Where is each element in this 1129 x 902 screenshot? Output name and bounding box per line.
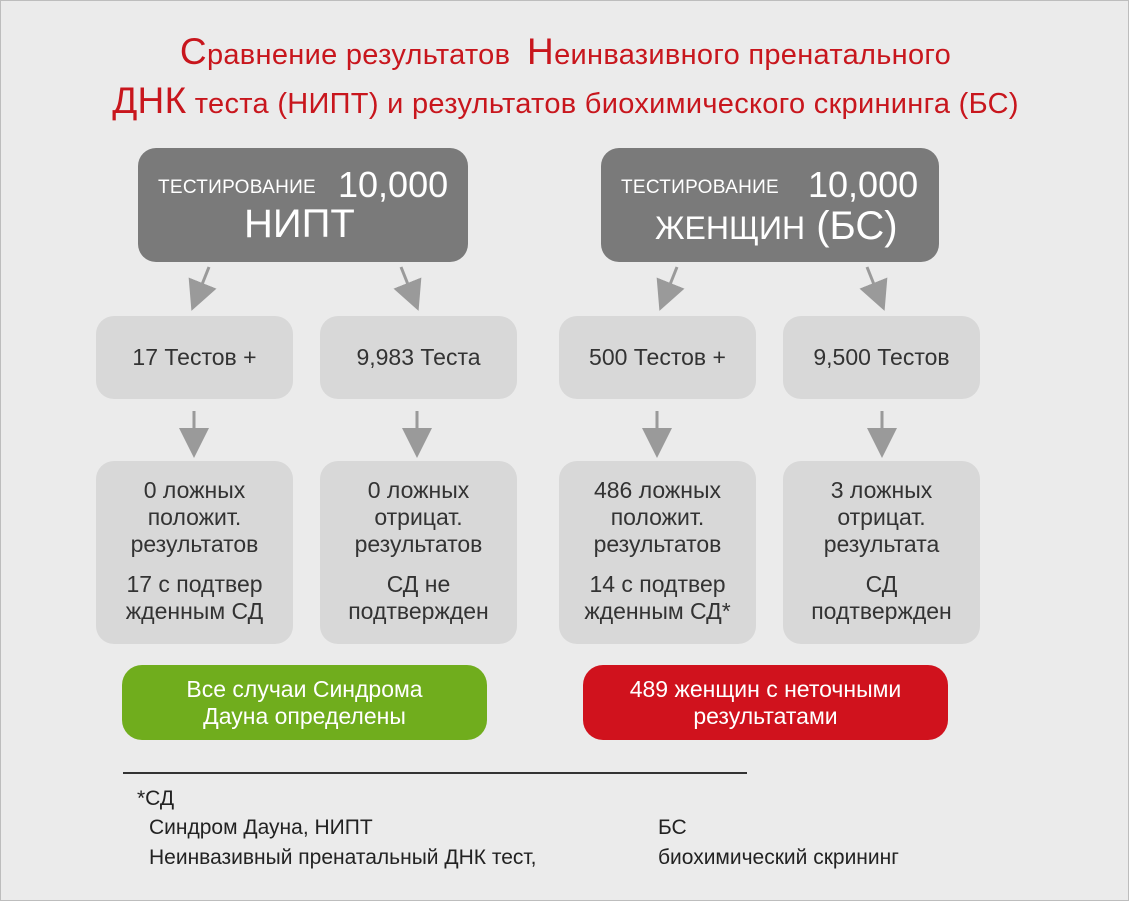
- result-note-line: СД не: [386, 571, 451, 597]
- arrow-bs-positive: [665, 267, 677, 297]
- summary-line: Все случаи Синдрома: [186, 675, 423, 702]
- title-text-a: равнение результатов: [206, 39, 511, 71]
- nipt-negative-tests-box: [320, 316, 517, 399]
- bs-box-title: [655, 204, 898, 249]
- nipt-negative-tests: 9,983 Теста: [356, 344, 481, 370]
- arrow-bs-negative: [867, 267, 879, 297]
- nipt-positive-tests: 17 Тестов +: [132, 344, 257, 370]
- result-note-line: жденным СД: [125, 598, 264, 624]
- bs-false-positive-text: [559, 477, 756, 558]
- result-note-line: жденным СД*: [584, 598, 731, 624]
- bs-box-title-paren: (БС): [816, 204, 898, 248]
- result-line: положит.: [147, 504, 242, 530]
- result-line: 3 ложных: [830, 477, 933, 503]
- bs-summary-badge: [583, 665, 948, 740]
- result-note-line: 14 с подтвер: [589, 571, 726, 597]
- flow-arrows: [1, 1, 1129, 902]
- nipt-testing-box: [138, 148, 468, 262]
- footnote-nipt-definition: Неинвазивный пренатальный ДНК тест,: [149, 846, 537, 869]
- result-line: результатов: [130, 531, 259, 557]
- bs-false-negative-box: [783, 461, 980, 644]
- bs-negative-tests: 9,500 Тестов: [813, 344, 950, 370]
- summary-line: результатами: [693, 702, 838, 729]
- bs-testing-box: [601, 148, 939, 262]
- result-line: 0 ложных: [143, 477, 246, 503]
- bs-false-positive-box: [559, 461, 756, 644]
- bs-false-negative-text: [783, 477, 980, 558]
- result-line: результатов: [593, 531, 722, 557]
- footnote-divider: [123, 772, 747, 774]
- result-line: 486 ложных: [593, 477, 722, 503]
- nipt-false-positive-box: [96, 461, 293, 644]
- summary-line: 489 женщин с неточными: [629, 675, 902, 702]
- title-line-2: [1, 80, 1129, 122]
- nipt-box-label: ТЕСТИРОВАНИЕ: [158, 177, 317, 198]
- arrow-nipt-negative: [401, 267, 413, 297]
- result-line: положит.: [610, 504, 705, 530]
- footnote-sd-definition: Синдром Дауна, НИПТ: [149, 816, 373, 839]
- bs-negative-tests-box: [783, 316, 980, 399]
- title-text-c: теста (НИПТ) и результатов биохимического скрининга (БС): [194, 88, 1019, 120]
- bs-false-positive-note: [559, 571, 756, 625]
- result-line: отрицат.: [374, 504, 463, 530]
- result-note-line: 17 с подтвер: [126, 571, 263, 597]
- result-line: отрицат.: [837, 504, 926, 530]
- title-initial-n: Н: [527, 31, 555, 72]
- footnote-star: *СД: [137, 787, 175, 810]
- nipt-false-negative-text: [320, 477, 517, 558]
- nipt-false-positive-text: [96, 477, 293, 558]
- bs-positive-tests: 500 Тестов +: [589, 344, 726, 370]
- result-note-line: подтвержден: [811, 598, 952, 624]
- footnote-bs-definition: биохимический скрининг: [658, 846, 899, 869]
- nipt-positive-tests-box: [96, 316, 293, 399]
- result-line: 0 ложных: [367, 477, 470, 503]
- nipt-false-positive-note: [96, 571, 293, 625]
- footnote-bs-abbr: БС: [658, 816, 687, 839]
- title-dnk: ДНК: [112, 80, 187, 121]
- summary-line: Дауна определены: [203, 702, 406, 729]
- bs-false-negative-note: [783, 571, 980, 625]
- result-note-line: СД: [865, 571, 898, 597]
- bs-positive-tests-box: [559, 316, 756, 399]
- title-initial-s: С: [179, 31, 207, 72]
- result-line: результата: [823, 531, 940, 557]
- arrow-nipt-positive: [197, 267, 209, 297]
- title-text-b: еинвазивного пренатального: [554, 39, 952, 71]
- nipt-false-negative-box: [320, 461, 517, 644]
- bs-box-title-word: ЖЕНЩИН: [655, 210, 806, 246]
- bs-box-number: 10,000: [808, 164, 919, 205]
- nipt-box-number: 10,000: [338, 164, 449, 205]
- nipt-summary-badge: [122, 665, 487, 740]
- result-note-line: подтвержден: [348, 598, 489, 624]
- title-line-1: [1, 31, 1129, 73]
- bs-box-label: ТЕСТИРОВАНИЕ: [621, 177, 780, 198]
- result-line: результатов: [354, 531, 483, 557]
- nipt-false-negative-note: [320, 571, 517, 625]
- nipt-box-title: НИПТ: [244, 202, 355, 246]
